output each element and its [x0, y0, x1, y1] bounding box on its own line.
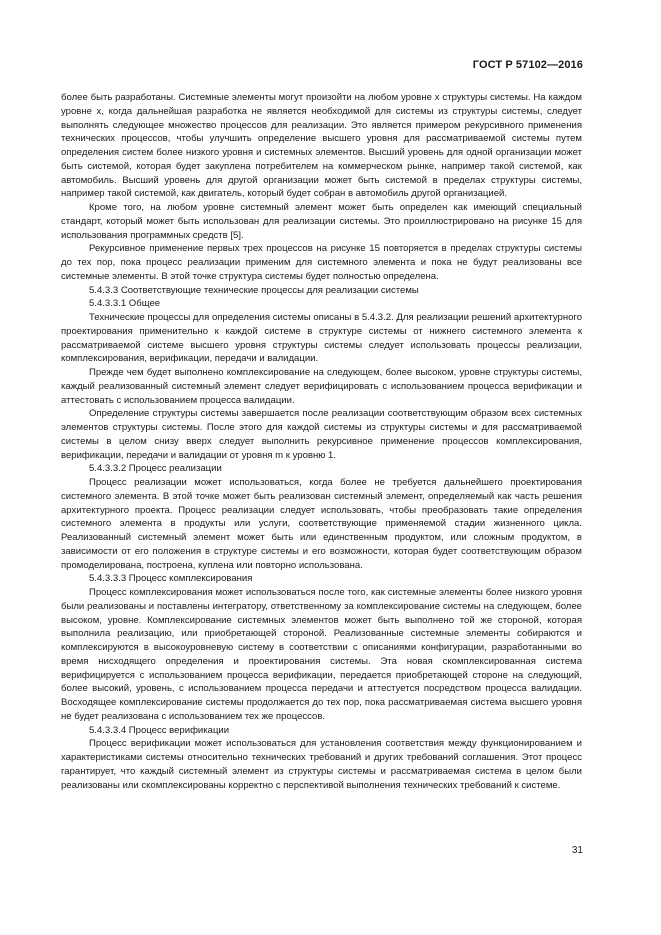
paragraph: Технические процессы для определения системы описаны в 5.4.3.2. Для реализации решений архитектурного проектирования применительно к каждой системе в структуре системы от нижнего системного элемента к рассматриваемой системе высшего уровня структуры системы следует использовать процессы реализации, комплексирования, верификации, передачи и валидации.	[61, 312, 582, 365]
paragraph-continuation: более быть разработаны. Системные элементы могут произойти на любом уровне х структуры системы. На каждом уровне x, когда дальнейшая разработка не является необходимой для системы из структуры системы, следует выполнять следующее множество процессов для реализации. Это является примером рекурсивного применения технических процессов, чтобы улучшить определение высшего уровня для рассматриваемой системы путем определения систем более низкого уровня и системных элементов. Высший уровень для одной организации может быть системой, которая будет закуплена потребителем на коммерческом рынке, например такой системой, как автомобиль. Высший уровень для другой организации может быть системой в пределах структуры системы, например такой системой, как двигатель, который будет собран в автомобиль другой организацией.	[61, 92, 582, 200]
paragraph: Процесс верификации может использоваться для установления соответствия между функционированием и характеристиками системы относительно технических требований и других требований соглашения. Этот процесс гарантирует, что каждый системный элемент из структуры системы и рассматриваемая система в целом были реализованы или скомплексированы корректно с перспективой выполнения технических требований к системе.	[61, 738, 582, 791]
paragraph: Кроме того, на любом уровне системный элемент может быть определен как имеющий специальный стандарт, который может быть использован для реализации системы. Это проиллюстрировано на рисунке 15 для использования программных средств [5].	[61, 202, 582, 241]
subsection-heading-5-4-3-3-2: 5.4.3.3.2 Процесс реализации	[89, 463, 222, 475]
document-header-standard-id: ГОСТ Р 57102—2016	[472, 59, 583, 71]
subsection-heading-5-4-3-3-4: 5.4.3.3.4 Процесс верификации	[89, 724, 230, 736]
paragraph: Определение структуры системы завершается после реализации соответствующим образом всех системных элементов структуры системы. После этого для каждой системы из структуры системы и для рассматриваемой системы в целом снизу вверх следует выполнить рекурсивное применение процессов комплексирования, верификации, передачи и валидации от уровня m к уровню 1.	[61, 408, 582, 461]
paragraph: Прежде чем будет выполнено комплексирование на следующем, более высоком, уровне структуры системы, каждый реализованный системный элемент следует верифицировать с использованием процесса верификации и аттестовать с использованием процесса валидации.	[61, 367, 582, 406]
section-heading-5-4-3-3: 5.4.3.3 Соответствующие технические процессы для реализации системы	[89, 284, 419, 296]
subsection-heading-5-4-3-3-3: 5.4.3.3.3 Процесс комплексирования	[89, 573, 253, 585]
document-body	[61, 91, 582, 792]
page-number: 31	[571, 845, 583, 856]
paragraph: Рекурсивное применение первых трех процессов на рисунке 15 повторяется в пределах структуры системы до тех пор, пока процесс реализации применим для системного элемента и пока не будут реализованы все системные элементы. В этой точке структура системы будет полностью определена.	[61, 243, 582, 282]
subsection-heading-5-4-3-3-1: 5.4.3.3.1 Общее	[89, 298, 161, 310]
paragraph: Процесс реализации может использоваться, когда более не требуется дальнейшего проектирования системного элемента. В этой точке может быть реализован системный элемент, определяемый как часть решения архитектурного проекта. Процесс реализации следует использовать, чтобы преобразовать такие определения системного элемента в продукты или услуги, соответствующие применяемой стадии жизненного цикла. Реализованный системный элемент может быть или единственным продуктом, или сложным продуктом, в зависимости от его положения в структуре системы и его возможности, которая будет соответствующим образом промоделирована, построена, куплена или повторно использована.	[61, 477, 582, 571]
paragraph: Процесс комплексирования может использоваться после того, как системные элементы более низкого уровня были реализованы и поставлены интегратору, ответственному за комплексирование системы на следующем, более высоком, уровне. Комплексирование системных элементов может быть выполнено той же стороной, которая выполнила реализацию, или приобретающей стороной. Реализованные системные элементы собираются и комплексируются в высокоуровневую систему в соответствии с описаниями конфигурации, разработанными во время нисходящего определения и проектирования системы. Эта новая скомплексированная система верифицируется с использованием процесса верификации, передается приобретающей стороне на следующий, более высокий, уровень, с использованием процесса передачи и аттестуется посредством процесса валидации. Восходящее комплексирование системы продолжается до тех пор, пока рассматриваемая система высшего уровня не будет реализована с использованием тех же процессов.	[61, 587, 582, 722]
